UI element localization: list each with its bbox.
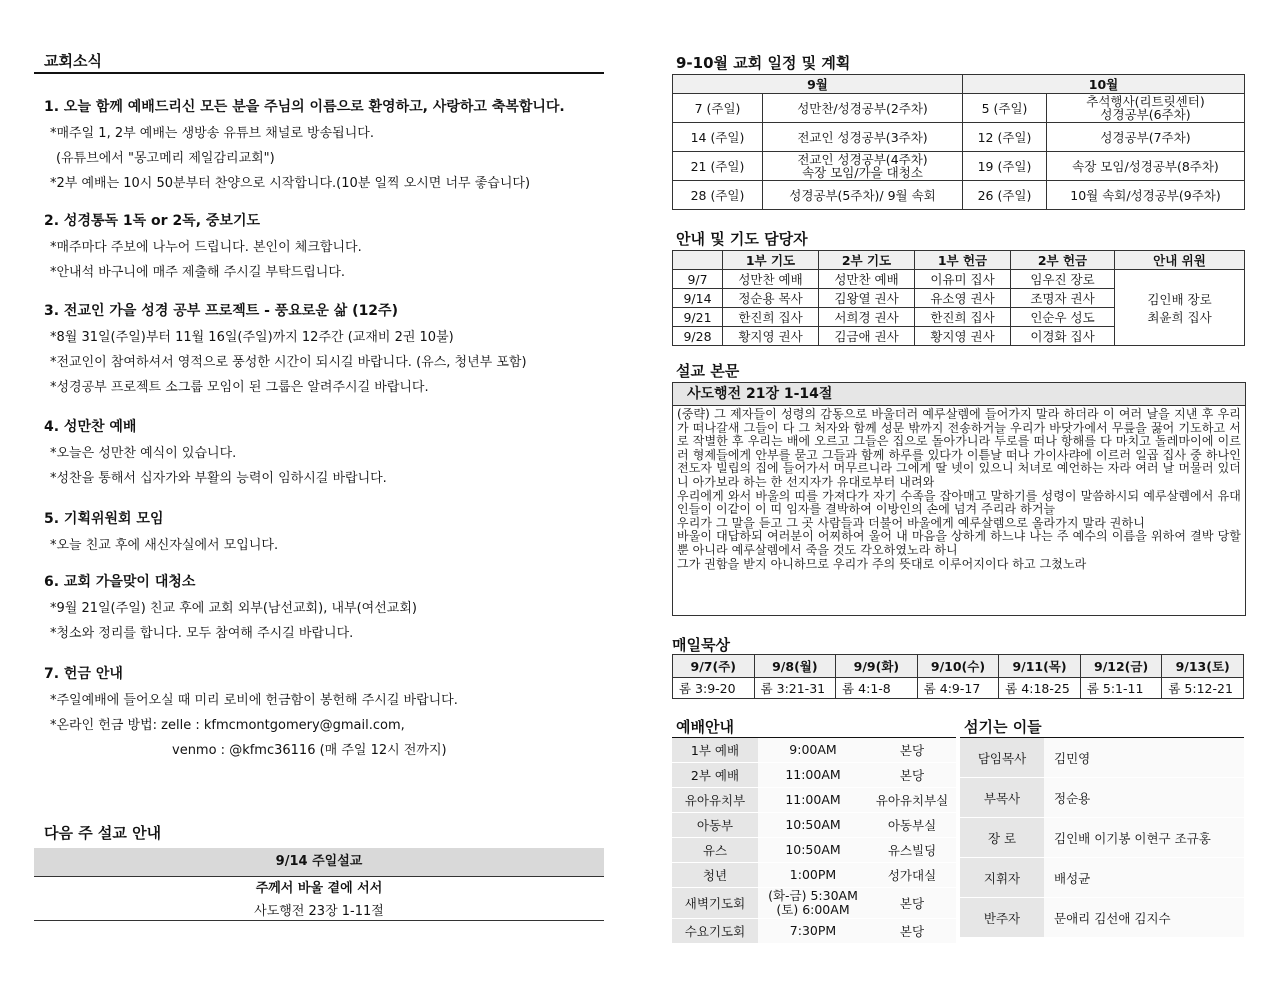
staff-role: 부목사 <box>960 778 1044 818</box>
duty-cell: 한진희 집사 <box>915 308 1011 327</box>
service-time: 11:00AM <box>758 788 868 813</box>
news-divider <box>34 72 604 74</box>
sermon-paragraph: (중략) 그 제자들이 성령의 감동으로 바울더러 예루살렘에 들어가지 말라 하더라 이 여러 날을 지낸 후 우리가 떠나갈새 그들이 다 그 처자와 함께 성문 밖까지 전송하거늘 우리가 바닷가에서 무릎을 꿇어 기도하고 서로 작별한 후 우리는 배에 오르고 그들은 집으로 돌아가니라 두로를 떠나 항해를 다 마치고 돌레마이에 이르러 형제들에게 안부를 묻고 그들과 함께 하루를 있다가 이튿날 떠나 가이사랴에 이르러 일곱 집사 중 하나인 전도자 빌립의 집에 들어가서 머무르니라 그에게 딸 넷이 있으니 처녀로 예언하는 자라 여러 날 머물러 있더니 아가보라 하는 한 선지자가 유대로부터 내려와 <box>677 407 1241 489</box>
next-sermon-divider <box>34 920 604 921</box>
duty-cell: 황지영 권사 <box>915 327 1011 346</box>
next-sermon-header: 다음 주 설교 안내 <box>44 824 162 842</box>
news-item-title: 1. 오늘 함께 예배드리신 모든 분을 주님의 이름으로 환영하고, 사랑하고 축복합니다. <box>44 99 565 115</box>
news-item-title: 4. 성만찬 예배 <box>44 419 137 435</box>
service-place: 성가대실 <box>868 863 956 888</box>
news-item-line: (유튜브에서 "몽고메리 제일감리교회") <box>56 151 275 166</box>
schedule-cell: 추석행사(리트릿센터) 성경공부(6주차) <box>1047 94 1245 123</box>
schedule-cell: 속장 모임/성경공부(8주차) <box>1047 152 1245 181</box>
news-item-title: 5. 기획위원회 모임 <box>44 511 164 527</box>
service-time: 7:30PM <box>758 919 868 944</box>
staff-role: 장 로 <box>960 818 1044 858</box>
duty-cell: 황지영 권사 <box>723 327 819 346</box>
sermon-box <box>672 382 1246 616</box>
news-item-title: 6. 교회 가을맞이 대청소 <box>44 574 196 590</box>
schedule-cell: 19 (주일) <box>963 152 1047 181</box>
service-row <box>672 738 956 763</box>
service-place: 본당 <box>868 919 956 944</box>
service-time: 9:00AM <box>758 738 868 763</box>
sermon-scripture: 사도행전 21장 1-14절 <box>673 383 1245 406</box>
duty-cell: 인순우 성도 <box>1011 308 1115 327</box>
services-table <box>672 738 956 944</box>
duty-col-header <box>673 251 723 270</box>
staff-names: 배성균 <box>1044 858 1244 898</box>
duty-col-header: 1부 헌금 <box>915 251 1011 270</box>
duty-cell: 서희경 권사 <box>819 308 915 327</box>
duty-row <box>673 270 1245 289</box>
duty-cell: 이유미 집사 <box>915 270 1011 289</box>
news-header: 교회소식 <box>44 52 102 70</box>
staff-names: 김인배 이기봉 이현구 조규홍 <box>1044 818 1244 858</box>
schedule-cell: 28 (주일) <box>673 181 763 210</box>
staff-row <box>960 818 1244 858</box>
devotion-reading: 롬 5:1-11 <box>1080 678 1162 699</box>
news-item-title: 2. 성경통독 1독 or 2독, 중보기도 <box>44 213 260 229</box>
services-header: 예배안내 <box>676 718 734 736</box>
staff-row <box>960 738 1244 778</box>
duty-col-header: 1부 기도 <box>723 251 819 270</box>
staff-header: 섬기는 이들 <box>964 718 1042 736</box>
service-row <box>672 919 956 944</box>
service-row <box>672 813 956 838</box>
service-name: 새벽기도회 <box>672 888 758 919</box>
schedule-table <box>672 74 1245 210</box>
news-item-line: *매주일 1, 2부 예배는 생방송 유튜브 채널로 방송됩니다. <box>50 126 374 141</box>
staff-role: 지휘자 <box>960 858 1044 898</box>
duty-cell: 조명자 권사 <box>1011 289 1115 308</box>
news-item-line: *9월 21일(주일) 친교 후에 교회 외부(남선교회), 내부(여선교회) <box>50 601 417 616</box>
service-place: 아동부실 <box>868 813 956 838</box>
news-item-line: *전교인이 참여하셔서 영적으로 풍성한 시간이 되시길 바랍니다. (유스, 청년부 포함) <box>50 355 527 370</box>
schedule-row <box>673 123 1245 152</box>
service-row <box>672 788 956 813</box>
schedule-row <box>673 181 1245 210</box>
service-place: 유스빌딩 <box>868 838 956 863</box>
devotion-reading: 롬 4:9-17 <box>917 678 999 699</box>
schedule-cell: 26 (주일) <box>963 181 1047 210</box>
news-item-line: *2부 예배는 10시 50분부터 찬양으로 시작합니다.(10분 일찍 오시면 너무 좋습니다) <box>50 176 531 191</box>
service-time: 11:00AM <box>758 763 868 788</box>
schedule-row <box>673 94 1245 123</box>
duty-cell: 9/14 <box>673 289 723 308</box>
duty-cell: 한진희 집사 <box>723 308 819 327</box>
service-name: 아동부 <box>672 813 758 838</box>
staff-role: 반주자 <box>960 898 1044 938</box>
service-row <box>672 863 956 888</box>
duty-cell: 정순용 목사 <box>723 289 819 308</box>
next-sermon-title: 주께서 바울 곁에 서서 <box>255 881 383 896</box>
usher-name: 김인배 장로 <box>1147 291 1212 307</box>
devotion-day: 9/10(수) <box>917 655 999 678</box>
duty-cell: 9/7 <box>673 270 723 289</box>
devotion-reading: 롬 4:1-8 <box>836 678 918 699</box>
usher-name: 최윤희 집사 <box>1147 309 1212 325</box>
news-item-line: *오늘은 성만찬 예식이 있습니다. <box>50 446 237 461</box>
duty-cell: 김왕열 권사 <box>819 289 915 308</box>
news-item-title: 7. 헌금 안내 <box>44 666 123 682</box>
service-place: 본당 <box>868 738 956 763</box>
sermon-paragraph: 바울이 대답하되 여러분이 어찌하여 울어 내 마음을 상하게 하느냐 나는 주 예수의 이름을 위하여 결박 당할 뿐 아니라 예루살렘에서 죽을 것도 각오하였노라 하니 <box>677 529 1241 557</box>
news-item-line: *주일예배에 들어오실 때 미리 로비에 헌금함이 봉헌해 주시길 바랍니다. <box>50 693 458 708</box>
news-item-line: *8월 31일(주일)부터 11월 16일(주일)까지 12주간 (교재비 2권 10불) <box>50 330 454 345</box>
month-oct: 10월 <box>963 75 1245 94</box>
duty-table <box>672 250 1245 346</box>
duty-cell: 유소영 권사 <box>915 289 1011 308</box>
schedule-cell: 10월 속회/성경공부(9주차) <box>1047 181 1245 210</box>
sermon-paragraph: 우리에게 와서 바울의 띠를 가져다가 자기 수족을 잡아매고 말하기를 성령이 말씀하시되 예루살렘에서 유대인들이 이같이 이 띠 임자를 결박하여 이방인의 손에 넘겨 주리라 하거늘 <box>677 488 1241 517</box>
duty-cell: 9/21 <box>673 308 723 327</box>
news-item-line: *청소와 정리를 합니다. 모두 참여해 주시길 바랍니다. <box>50 626 354 641</box>
staff-table <box>960 738 1244 938</box>
duty-cell: 김금애 권사 <box>819 327 915 346</box>
schedule-cell: 12 (주일) <box>963 123 1047 152</box>
duty-cell: 임우진 장로 <box>1011 270 1115 289</box>
ushers-cell <box>1115 270 1245 346</box>
sermon-paragraph: 그가 권함을 받지 아니하므로 우리가 주의 뜻대로 이루어지이다 하고 그쳤노라 <box>677 556 1087 571</box>
devotion-reading: 롬 5:12-21 <box>1162 678 1244 699</box>
service-row <box>672 763 956 788</box>
devotion-day: 9/12(금) <box>1080 655 1162 678</box>
service-row <box>672 838 956 863</box>
schedule-cell: 7 (주일) <box>673 94 763 123</box>
service-time: (화-금) 5:30AM (토) 6:00AM <box>758 888 868 919</box>
news-item-line: *오늘 친교 후에 새신자실에서 모입니다. <box>50 538 279 553</box>
schedule-cell: 성경공부(7주차) <box>1047 123 1245 152</box>
next-sermon-date: 9/14 주일설교 <box>34 848 604 877</box>
duty-cell: 이경화 집사 <box>1011 327 1115 346</box>
schedule-cell: 성만찬/성경공부(2주차) <box>763 94 963 123</box>
sermon-text <box>673 406 1245 573</box>
devotion-table <box>672 654 1244 699</box>
service-name: 2부 예배 <box>672 763 758 788</box>
news-item-line: *성경공부 프로젝트 소그룹 모임이 된 그룹은 알려주시길 바랍니다. <box>50 380 429 395</box>
service-name: 1부 예배 <box>672 738 758 763</box>
duty-col-header: 안내 위원 <box>1115 251 1245 270</box>
duty-cell: 성만찬 예배 <box>819 270 915 289</box>
service-time: 10:50AM <box>758 813 868 838</box>
schedule-cell: 14 (주일) <box>673 123 763 152</box>
duty-cell: 9/28 <box>673 327 723 346</box>
service-place: 본당 <box>868 763 956 788</box>
news-item-line: venmo : @kfmc36116 (매 주일 12시 전까지) <box>172 743 447 758</box>
staff-names: 김민영 <box>1044 738 1244 778</box>
service-name: 유아유치부 <box>672 788 758 813</box>
staff-role: 담임목사 <box>960 738 1044 778</box>
schedule-header: 9-10월 교회 일정 및 계획 <box>676 54 851 72</box>
sermon-header: 설교 본문 <box>676 362 740 380</box>
news-item-line: *성찬을 통해서 십자가와 부활의 능력이 임하시길 바랍니다. <box>50 471 387 486</box>
duty-col-header: 2부 헌금 <box>1011 251 1115 270</box>
staff-names: 문애리 김선애 김지수 <box>1044 898 1244 938</box>
schedule-cell: 전교인 성경공부(4주차) 속장 모임/가을 대청소 <box>763 152 963 181</box>
schedule-cell: 성경공부(5주차)/ 9월 속회 <box>763 181 963 210</box>
staff-row <box>960 858 1244 898</box>
duty-cell: 성만찬 예배 <box>723 270 819 289</box>
news-item-title: 3. 전교인 가을 성경 공부 프로젝트 - 풍요로운 삶 (12주) <box>44 303 398 319</box>
schedule-cell: 전교인 성경공부(3주차) <box>763 123 963 152</box>
service-place: 본당 <box>868 888 956 919</box>
staff-row <box>960 898 1244 938</box>
devotion-day: 9/7(주) <box>673 655 755 678</box>
news-item-line: *안내석 바구니에 매주 제출해 주시길 부탁드립니다. <box>50 265 346 280</box>
service-time: 10:50AM <box>758 838 868 863</box>
sermon-paragraph: 우리가 그 말을 듣고 그 곳 사람들과 더불어 바울에게 예루살렘으로 올라가지 말라 권하니 <box>677 515 1145 530</box>
service-row <box>672 888 956 919</box>
service-name: 수요기도회 <box>672 919 758 944</box>
service-name: 유스 <box>672 838 758 863</box>
schedule-cell: 5 (주일) <box>963 94 1047 123</box>
devotion-day: 9/11(목) <box>999 655 1081 678</box>
news-item-line: *온라인 헌금 방법: zelle : kfmcmontgomery@gmail.com, <box>50 718 405 733</box>
service-name: 청년 <box>672 863 758 888</box>
duty-col-header: 2부 기도 <box>819 251 915 270</box>
news-item-line: *매주마다 주보에 나누어 드립니다. 본인이 체크합니다. <box>50 240 362 255</box>
devotion-reading: 롬 3:9-20 <box>673 678 755 699</box>
staff-row <box>960 778 1244 818</box>
devotion-day: 9/8(월) <box>754 655 836 678</box>
service-time: 1:00PM <box>758 863 868 888</box>
service-place: 유아유치부실 <box>868 788 956 813</box>
schedule-cell: 21 (주일) <box>673 152 763 181</box>
duty-header: 안내 및 기도 담당자 <box>676 230 808 248</box>
staff-names: 정순용 <box>1044 778 1244 818</box>
devotion-day: 9/9(화) <box>836 655 918 678</box>
devotion-reading: 롬 4:18-25 <box>999 678 1081 699</box>
devotion-day: 9/13(토) <box>1162 655 1244 678</box>
next-sermon-scripture: 사도행전 23장 1-11절 <box>254 904 384 919</box>
month-sep: 9월 <box>673 75 963 94</box>
devotion-reading: 롬 3:21-31 <box>754 678 836 699</box>
devotion-header: 매일묵상 <box>672 636 730 654</box>
schedule-row <box>673 152 1245 181</box>
